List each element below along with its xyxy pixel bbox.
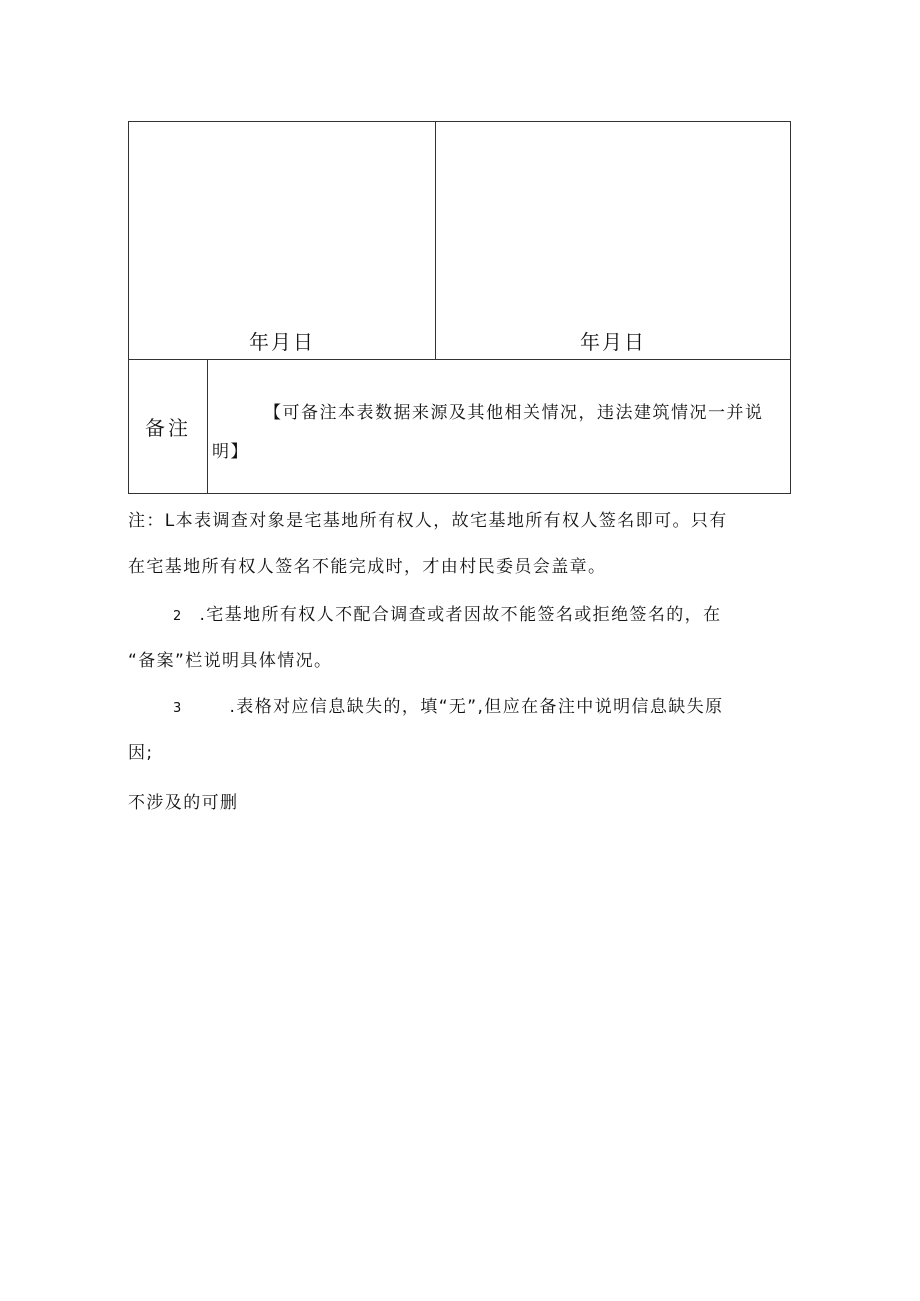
note-2-text: .宅基地所有权人不配合调查或者因故不能签名或拒绝签名的，在 bbox=[199, 605, 722, 625]
date-label-left: 年月日 bbox=[249, 330, 315, 354]
remark-label: 备注 bbox=[145, 416, 191, 440]
signature-cell-left bbox=[129, 122, 436, 359]
note-3-text: .表格对应信息缺失的，填“无”,但应在备注中说明信息缺失原 bbox=[229, 697, 724, 717]
note-1-line-1: 注：L本表调查对象是宅基地所有权人，故宅基地所有权人签名即可。只有 bbox=[128, 511, 728, 531]
remark-label-cell bbox=[129, 360, 208, 493]
date-label-right: 年月日 bbox=[580, 330, 646, 354]
note-1-line-2: 在宅基地所有权人签名不能完成时，才由村民委员会盖章。 bbox=[128, 557, 607, 577]
remark-row bbox=[129, 359, 790, 493]
signature-table bbox=[128, 121, 791, 494]
note-3-number: 3 bbox=[173, 701, 183, 716]
signature-cell-right bbox=[436, 122, 790, 359]
note-2-line-2: “备案”栏说明具体情况。 bbox=[128, 651, 333, 671]
note-2-number: 2 bbox=[173, 609, 183, 624]
note-4: 不涉及的可删 bbox=[128, 793, 239, 813]
remark-text: 【可备注本表数据来源及其他相关情况，违法建筑情况一并说明】 bbox=[212, 403, 764, 462]
note-3-line-1 bbox=[173, 692, 724, 717]
note-3-line-2: 因; bbox=[128, 743, 154, 763]
note-2-line-1 bbox=[173, 600, 722, 625]
